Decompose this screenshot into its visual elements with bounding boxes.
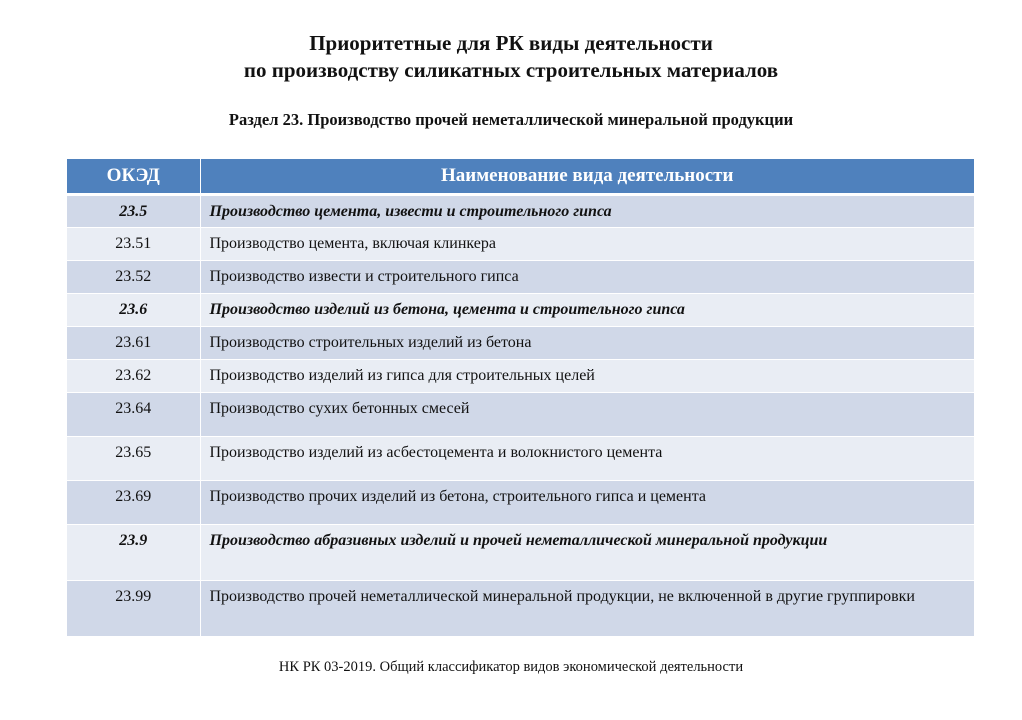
table-row	[67, 581, 974, 637]
table-row	[67, 195, 974, 228]
row-code: 23.65	[67, 437, 200, 481]
table-row	[67, 294, 974, 327]
row-name: Производство изделий из асбестоцемента и волокнистого цемента	[200, 437, 974, 481]
table-row	[67, 360, 974, 393]
table-row	[67, 327, 974, 360]
row-name: Производство цемента, включая клинкера	[200, 228, 974, 261]
row-code: 23.51	[67, 228, 200, 261]
row-name: Производство абразивных изделий и прочей неметаллической минеральной продукции	[200, 525, 974, 581]
table-header-row	[67, 159, 974, 195]
row-code: 23.52	[67, 261, 200, 294]
row-code: 23.6	[67, 294, 200, 327]
row-name: Производство прочих изделий из бетона, строительного гипса и цемента	[200, 481, 974, 525]
table-row	[67, 393, 974, 437]
title-line-2: по производству силикатных строительных материалов	[243, 58, 779, 82]
row-code: 23.99	[67, 581, 200, 637]
row-name: Производство извести и строительного гипса	[200, 261, 974, 294]
row-code: 23.64	[67, 393, 200, 437]
table-row	[67, 481, 974, 525]
row-code: 23.61	[67, 327, 200, 360]
table-row	[67, 525, 974, 581]
header-code: ОКЭД	[67, 159, 200, 195]
row-code: 23.5	[67, 195, 200, 228]
row-name: Производство изделий из гипса для строительных целей	[200, 360, 974, 393]
row-code: 23.69	[67, 481, 200, 525]
header-name: Наименование вида деятельности	[200, 159, 974, 195]
row-code: 23.9	[67, 525, 200, 581]
row-code: 23.62	[67, 360, 200, 393]
table-row	[67, 228, 974, 261]
row-name: Производство цемента, извести и строительного гипса	[200, 195, 974, 228]
title-line-1: Приоритетные для РК виды деятельности	[309, 31, 713, 55]
row-name: Производство строительных изделий из бетона	[200, 327, 974, 360]
page-title	[0, 30, 1022, 84]
table-row	[67, 261, 974, 294]
footer-note: НК РК 03-2019. Общий классификатор видов экономической деятельности	[278, 659, 744, 675]
row-name: Производство прочей неметаллической минеральной продукции, не включенной в другие группировки	[200, 581, 974, 637]
okved-table	[67, 159, 974, 637]
row-name: Производство изделий из бетона, цемента и строительного гипса	[200, 294, 974, 327]
table-row	[67, 437, 974, 481]
section-heading: Раздел 23. Производство прочей неметаллической минеральной продукции	[228, 110, 794, 129]
row-name: Производство сухих бетонных смесей	[200, 393, 974, 437]
